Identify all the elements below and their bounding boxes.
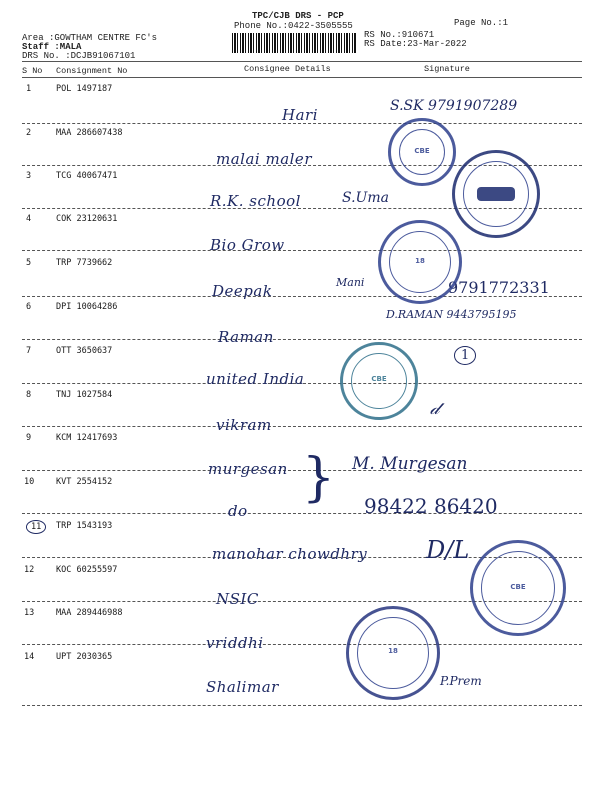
- row-sno: 6: [26, 302, 32, 312]
- signature-mark: Mani: [336, 276, 365, 289]
- phone-number: Phone No.:0422-3505555: [234, 21, 353, 31]
- consignee-handwritten: Deepak: [212, 282, 273, 300]
- row-sno: 4: [26, 214, 32, 224]
- consignee-handwritten: united India: [206, 370, 305, 388]
- row-consignment: COK 23120631: [56, 214, 118, 224]
- row-consignment: KOC 60255597: [56, 565, 118, 575]
- rk-school-stamp: [452, 150, 540, 238]
- malai-malar-stamp: CBE: [388, 118, 456, 186]
- consignee-handwritten: murgesan: [208, 460, 288, 478]
- united-india-stamp: CBE: [340, 342, 418, 420]
- consignee-handwritten: malai maler: [216, 150, 312, 168]
- row-divider: [22, 644, 582, 645]
- row-consignment: POL 1497187: [56, 84, 113, 94]
- area-label: Area :GOWTHAM CENTRE FC's: [22, 33, 158, 43]
- row-sno: 1: [26, 84, 32, 94]
- col-consignee: Consignee Details: [244, 64, 331, 74]
- signature-handwritten: 1: [454, 346, 476, 365]
- col-signature: Signature: [424, 64, 470, 74]
- row-sno-circled: 11: [26, 520, 46, 534]
- header-rule-bottom: [22, 77, 582, 78]
- row-consignment: OTT 3650637: [56, 346, 113, 356]
- staff-label: Staff :MALA: [22, 42, 82, 52]
- consignee-handwritten: Raman: [218, 328, 274, 346]
- row-divider: [22, 426, 582, 427]
- row-consignment: DPI 10064286: [56, 302, 118, 312]
- signature-mark: D/L: [426, 536, 470, 564]
- consignee-handwritten: Hari: [282, 106, 318, 124]
- signature-handwritten: S.Uma: [342, 190, 389, 206]
- row-consignment: KCM 12417693: [56, 433, 118, 443]
- row-sno: 10: [24, 477, 35, 487]
- row-consignment: KVT 2554152: [56, 477, 113, 487]
- row-consignment: TCG 40067471: [56, 171, 118, 181]
- vriddhi-stamp: 18: [346, 606, 440, 700]
- row-divider: [22, 339, 582, 340]
- row-consignment: TNJ 1027584: [56, 390, 113, 400]
- row-sno: 8: [26, 390, 32, 400]
- consignee-handwritten: Bio Grow: [210, 236, 285, 254]
- row-consignment: TRP 1543193: [56, 521, 113, 531]
- row-sno: 13: [24, 608, 35, 618]
- doc-title: TPC/CJB DRS - PCP: [252, 11, 344, 21]
- row-consignment: MAA 286607438: [56, 128, 123, 138]
- row-consignment: UPT 2030365: [56, 652, 113, 662]
- signature-mark: 𝒹: [430, 398, 440, 419]
- row-divider: [22, 705, 582, 706]
- consignee-handwritten: NSIC: [216, 590, 259, 608]
- consignee-handwritten: vriddhi: [206, 634, 264, 652]
- row-sno: 5: [26, 258, 32, 268]
- consignee-handwritten: R.K. school: [210, 192, 301, 210]
- signature-handwritten: M. Murgesan: [352, 454, 468, 474]
- row-divider: [22, 250, 582, 251]
- biogrow-stamp: 18: [378, 220, 462, 304]
- consignee-handwritten: Shalimar: [206, 678, 279, 696]
- col-consignment: Consignment No: [56, 66, 128, 76]
- row-sno: 9: [26, 433, 32, 443]
- consignee-handwritten: vikram: [216, 416, 272, 434]
- row-consignment: MAA 289446988: [56, 608, 123, 618]
- page-number: Page No.:1: [454, 18, 509, 28]
- row-divider: [22, 513, 582, 514]
- signature-handwritten: P.Prem: [440, 674, 482, 688]
- brace-mark: }: [302, 448, 336, 508]
- row-sno: 12: [24, 565, 35, 575]
- signature-handwritten: 9791772331: [448, 278, 550, 297]
- row-consignment: TRP 7739662: [56, 258, 113, 268]
- consignee-handwritten: manohar chowdhry: [212, 545, 368, 563]
- rs-date: RS Date:23-Mar-2022: [364, 39, 467, 49]
- row-sno: 3: [26, 171, 32, 181]
- nsic-stamp: CBE: [470, 540, 566, 636]
- row-sno: 14: [24, 652, 35, 662]
- stamp-emblem: [477, 187, 515, 201]
- barcode: [232, 33, 356, 53]
- col-sno: S No: [22, 66, 43, 76]
- row-sno: 7: [26, 346, 32, 356]
- row-sno: 2: [26, 128, 32, 138]
- signature-handwritten: D.RAMAN 9443795195: [386, 308, 517, 321]
- header-rule-top: [22, 61, 582, 62]
- signature-handwritten: S.SK 9791907289: [390, 98, 518, 114]
- consignee-handwritten: do: [228, 502, 248, 520]
- signature-handwritten: 98422 86420: [364, 494, 498, 518]
- rs-number: RS No.:910671: [364, 30, 435, 40]
- drs-number: DRS No. :DCJB91067101: [22, 51, 136, 61]
